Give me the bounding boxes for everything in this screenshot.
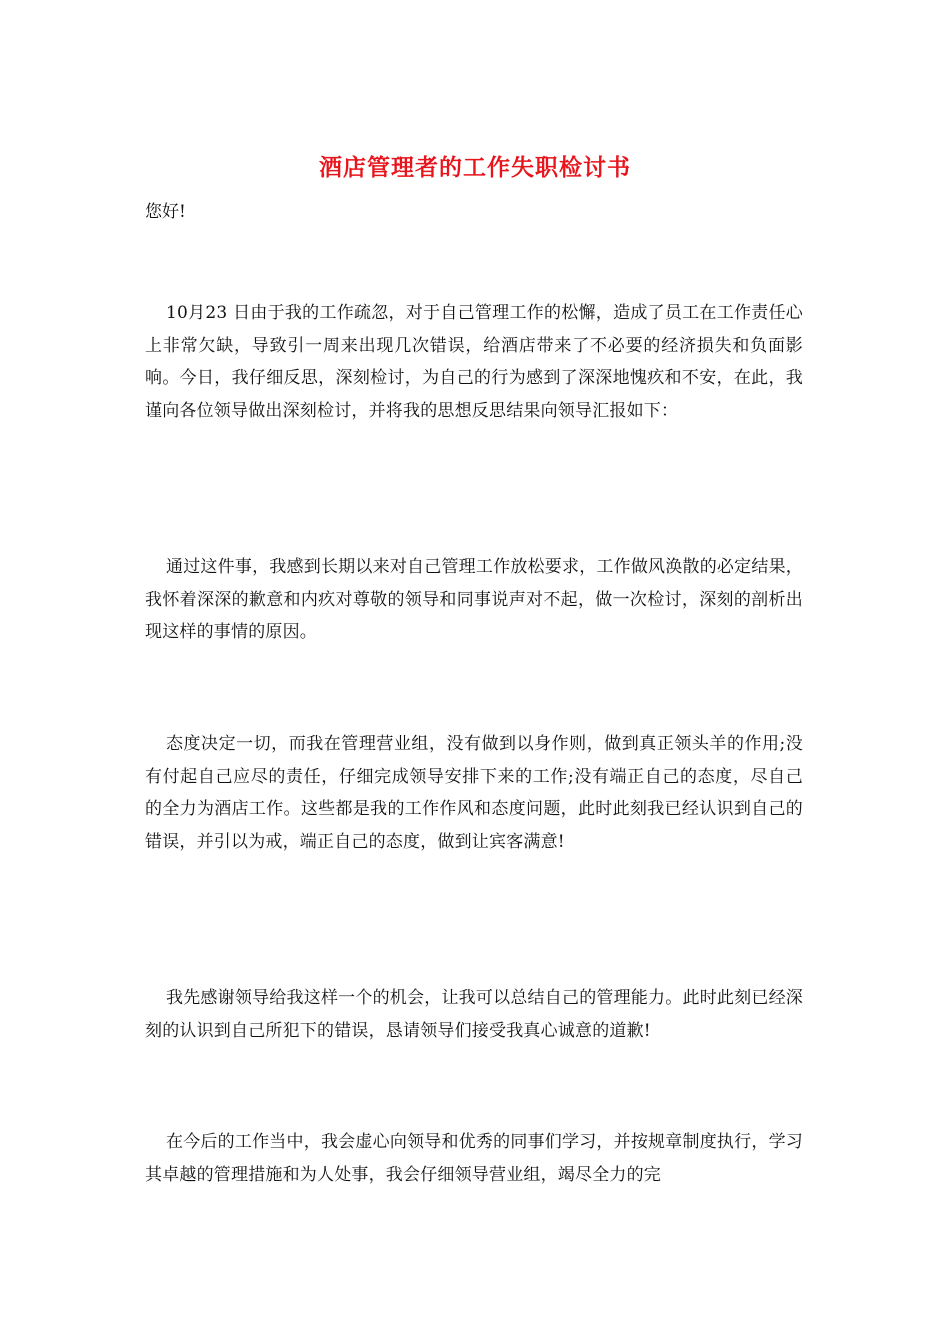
- greeting: 您好!: [145, 202, 186, 222]
- paragraph-2: 通过这件事，我感到长期以来对自己管理工作放松要求，工作做风涣散的必定结果，我怀着深深的歉意和内疚对尊敬的领导和同事说声对不起，做一次检讨，深刻的剖析出现这样的事情的原因。: [145, 557, 803, 642]
- paragraph-5: 在今后的工作当中，我会虚心向领导和优秀的同事们学习，并按规章制度执行，学习其卓越的管理措施和为人处事，我会仔细领导营业组，竭尽全力的完: [145, 1132, 803, 1185]
- paragraph-4: 我先感谢领导给我这样一个的机会，让我可以总结自己的管理能力。此时此刻已经深刻的认识到自己所犯下的错误，恳请领导们接受我真心诚意的道歉!: [145, 988, 803, 1041]
- paragraph-3: 态度决定一切，而我在管理营业组，没有做到以身作则，做到真正领头羊的作用;没有付起自己应尽的责任，仔细完成领导安排下来的工作;没有端正自己的态度，尽自己的全力为酒店工作。这些都是我的工作作风和态度问题，此时此刻我已经认识到自己的错误，并引以为戒，端正自己的态度，做到让宾客满意!: [145, 734, 803, 852]
- document-title: 酒店管理者的工作失职检讨书: [319, 154, 631, 181]
- paragraph-1: 10月23 日由于我的工作疏忽，对于自己管理工作的松懈，造成了员工在工作责任心上非常欠缺，导致引一周来出现几次错误，给酒店带来了不必要的经济损失和负面影响。今日，我仔细反思，深刻检讨，为自己的行为感到了深深地愧疚和不安，在此，我谨向各位领导做出深刻检讨，并将我的思想反思结果向领导汇报如下：: [145, 303, 803, 421]
